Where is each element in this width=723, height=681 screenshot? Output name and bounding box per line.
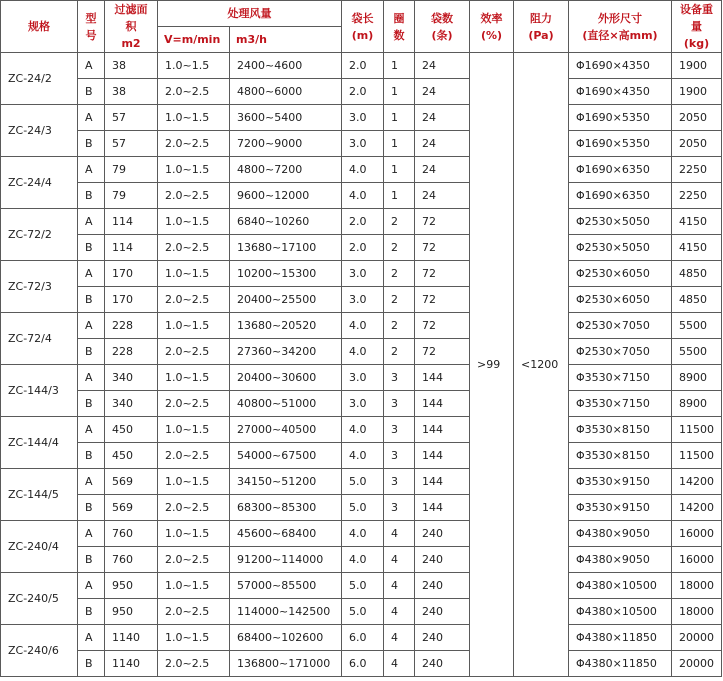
- header-bag-count: 袋数 (条): [415, 1, 470, 53]
- area-cell: 57: [105, 105, 158, 131]
- table-row: [1, 339, 722, 365]
- volume-cell: 9600~12000: [230, 183, 342, 209]
- bag-length-cell: 3.0: [342, 365, 384, 391]
- circles-cell: 3: [384, 365, 415, 391]
- type-cell: A: [78, 521, 105, 547]
- bag-count-cell: 240: [415, 599, 470, 625]
- area-cell: 950: [105, 599, 158, 625]
- header-weight: 设备重 量 (kg): [672, 1, 722, 53]
- bag-length-cell: 3.0: [342, 105, 384, 131]
- dimensions-cell: Φ2530×7050: [569, 339, 672, 365]
- circles-cell: 4: [384, 547, 415, 573]
- velocity-cell: 2.0~2.5: [158, 183, 230, 209]
- volume-cell: 68300~85300: [230, 495, 342, 521]
- weight-cell: 2050: [672, 131, 722, 157]
- header-circles: 圈 数: [384, 1, 415, 53]
- weight-cell: 18000: [672, 573, 722, 599]
- volume-cell: 136800~171000: [230, 651, 342, 677]
- header-velocity: V=m/min: [158, 27, 230, 53]
- velocity-cell: 1.0~1.5: [158, 469, 230, 495]
- type-cell: B: [78, 495, 105, 521]
- dimensions-cell: Φ3530×9150: [569, 469, 672, 495]
- bag-length-cell: 5.0: [342, 495, 384, 521]
- bag-length-cell: 2.0: [342, 209, 384, 235]
- type-cell: B: [78, 287, 105, 313]
- velocity-cell: 2.0~2.5: [158, 599, 230, 625]
- type-cell: A: [78, 313, 105, 339]
- area-cell: 340: [105, 391, 158, 417]
- area-cell: 569: [105, 495, 158, 521]
- bag-count-cell: 24: [415, 131, 470, 157]
- bag-length-cell: 3.0: [342, 287, 384, 313]
- bag-length-cell: 4.0: [342, 183, 384, 209]
- circles-cell: 3: [384, 391, 415, 417]
- bag-count-cell: 240: [415, 521, 470, 547]
- bag-length-cell: 2.0: [342, 235, 384, 261]
- velocity-cell: 2.0~2.5: [158, 547, 230, 573]
- header-model: 规格: [1, 1, 78, 53]
- area-cell: 340: [105, 365, 158, 391]
- volume-cell: 34150~51200: [230, 469, 342, 495]
- bag-count-cell: 24: [415, 79, 470, 105]
- table-row: [1, 287, 722, 313]
- bag-length-cell: 6.0: [342, 625, 384, 651]
- bag-length-cell: 5.0: [342, 573, 384, 599]
- table-row: [1, 131, 722, 157]
- type-cell: A: [78, 573, 105, 599]
- table-row: [1, 105, 722, 131]
- table-body: [1, 53, 722, 677]
- bag-count-cell: 144: [415, 391, 470, 417]
- model-cell: ZC-24/4: [1, 157, 78, 209]
- header-airflow: 处理风量: [158, 1, 342, 27]
- dimensions-cell: Φ1690×5350: [569, 105, 672, 131]
- volume-cell: 20400~25500: [230, 287, 342, 313]
- circles-cell: 2: [384, 235, 415, 261]
- bag-length-cell: 3.0: [342, 261, 384, 287]
- weight-cell: 16000: [672, 521, 722, 547]
- velocity-cell: 2.0~2.5: [158, 391, 230, 417]
- volume-cell: 45600~68400: [230, 521, 342, 547]
- bag-length-cell: 2.0: [342, 53, 384, 79]
- bag-count-cell: 72: [415, 313, 470, 339]
- weight-cell: 4850: [672, 261, 722, 287]
- circles-cell: 3: [384, 417, 415, 443]
- table-row: [1, 625, 722, 651]
- weight-cell: 2250: [672, 183, 722, 209]
- velocity-cell: 2.0~2.5: [158, 79, 230, 105]
- circles-cell: 2: [384, 261, 415, 287]
- dimensions-cell: Φ1690×5350: [569, 131, 672, 157]
- volume-cell: 114000~142500: [230, 599, 342, 625]
- type-cell: B: [78, 599, 105, 625]
- type-cell: A: [78, 417, 105, 443]
- dimensions-cell: Φ2530×6050: [569, 287, 672, 313]
- bag-count-cell: 144: [415, 495, 470, 521]
- circles-cell: 4: [384, 521, 415, 547]
- area-cell: 170: [105, 261, 158, 287]
- bag-length-cell: 4.0: [342, 313, 384, 339]
- area-cell: 38: [105, 79, 158, 105]
- bag-length-cell: 4.0: [342, 339, 384, 365]
- bag-length-cell: 3.0: [342, 391, 384, 417]
- circles-cell: 2: [384, 313, 415, 339]
- bag-count-cell: 144: [415, 469, 470, 495]
- velocity-cell: 1.0~1.5: [158, 105, 230, 131]
- volume-cell: 6840~10260: [230, 209, 342, 235]
- bag-count-cell: 240: [415, 625, 470, 651]
- velocity-cell: 2.0~2.5: [158, 339, 230, 365]
- header-type: 型 号: [78, 1, 105, 53]
- bag-count-cell: 72: [415, 261, 470, 287]
- area-cell: 450: [105, 443, 158, 469]
- type-cell: A: [78, 261, 105, 287]
- model-cell: ZC-144/3: [1, 365, 78, 417]
- volume-cell: 20400~30600: [230, 365, 342, 391]
- bag-count-cell: 144: [415, 417, 470, 443]
- model-cell: ZC-240/6: [1, 625, 78, 677]
- circles-cell: 4: [384, 599, 415, 625]
- dimensions-cell: Φ1690×6350: [569, 183, 672, 209]
- dimensions-cell: Φ2530×6050: [569, 261, 672, 287]
- dimensions-cell: Φ4380×10500: [569, 573, 672, 599]
- weight-cell: 20000: [672, 651, 722, 677]
- circles-cell: 1: [384, 131, 415, 157]
- velocity-cell: 2.0~2.5: [158, 287, 230, 313]
- type-cell: A: [78, 157, 105, 183]
- table-row: [1, 157, 722, 183]
- area-cell: 38: [105, 53, 158, 79]
- circles-cell: 1: [384, 53, 415, 79]
- velocity-cell: 1.0~1.5: [158, 365, 230, 391]
- model-cell: ZC-240/4: [1, 521, 78, 573]
- circles-cell: 1: [384, 105, 415, 131]
- circles-cell: 3: [384, 469, 415, 495]
- velocity-cell: 2.0~2.5: [158, 235, 230, 261]
- table-header: [1, 1, 722, 53]
- weight-cell: 14200: [672, 495, 722, 521]
- velocity-cell: 2.0~2.5: [158, 495, 230, 521]
- velocity-cell: 1.0~1.5: [158, 573, 230, 599]
- table-row: [1, 417, 722, 443]
- dimensions-cell: Φ2530×5050: [569, 235, 672, 261]
- table-row: [1, 79, 722, 105]
- area-cell: 760: [105, 521, 158, 547]
- type-cell: A: [78, 469, 105, 495]
- model-cell: ZC-24/2: [1, 53, 78, 105]
- dimensions-cell: Φ4380×11850: [569, 625, 672, 651]
- circles-cell: 1: [384, 79, 415, 105]
- table-row: [1, 365, 722, 391]
- dimensions-cell: Φ4380×11850: [569, 651, 672, 677]
- dimensions-cell: Φ3530×8150: [569, 417, 672, 443]
- table-row: [1, 599, 722, 625]
- velocity-cell: 1.0~1.5: [158, 53, 230, 79]
- area-cell: 79: [105, 183, 158, 209]
- type-cell: B: [78, 443, 105, 469]
- velocity-cell: 2.0~2.5: [158, 651, 230, 677]
- circles-cell: 4: [384, 573, 415, 599]
- dimensions-cell: Φ3530×7150: [569, 365, 672, 391]
- velocity-cell: 1.0~1.5: [158, 417, 230, 443]
- type-cell: A: [78, 105, 105, 131]
- table-row: [1, 183, 722, 209]
- header-area: 过滤面 积 m2: [105, 1, 158, 53]
- type-cell: B: [78, 339, 105, 365]
- bag-count-cell: 240: [415, 547, 470, 573]
- weight-cell: 14200: [672, 469, 722, 495]
- velocity-cell: 2.0~2.5: [158, 131, 230, 157]
- resistance-cell: <1200: [514, 53, 569, 677]
- volume-cell: 4800~7200: [230, 157, 342, 183]
- table-row: [1, 573, 722, 599]
- volume-cell: 54000~67500: [230, 443, 342, 469]
- dimensions-cell: Φ3530×7150: [569, 391, 672, 417]
- bag-count-cell: 72: [415, 235, 470, 261]
- dimensions-cell: Φ3530×9150: [569, 495, 672, 521]
- type-cell: A: [78, 209, 105, 235]
- weight-cell: 18000: [672, 599, 722, 625]
- table-row: [1, 313, 722, 339]
- header-dimensions: 外形尺寸 (直径×高mm): [569, 1, 672, 53]
- dimensions-cell: Φ1690×4350: [569, 53, 672, 79]
- model-cell: ZC-72/4: [1, 313, 78, 365]
- weight-cell: 8900: [672, 365, 722, 391]
- type-cell: A: [78, 365, 105, 391]
- table-row: [1, 651, 722, 677]
- weight-cell: 5500: [672, 339, 722, 365]
- bag-count-cell: 144: [415, 365, 470, 391]
- weight-cell: 11500: [672, 417, 722, 443]
- bag-count-cell: 24: [415, 53, 470, 79]
- bag-count-cell: 24: [415, 105, 470, 131]
- table-row: [1, 53, 722, 79]
- velocity-cell: 1.0~1.5: [158, 261, 230, 287]
- model-cell: ZC-144/5: [1, 469, 78, 521]
- table-row: [1, 209, 722, 235]
- volume-cell: 4800~6000: [230, 79, 342, 105]
- dimensions-cell: Φ4380×9050: [569, 521, 672, 547]
- header-volume: m3/h: [230, 27, 342, 53]
- bag-count-cell: 72: [415, 339, 470, 365]
- area-cell: 228: [105, 339, 158, 365]
- dimensions-cell: Φ2530×5050: [569, 209, 672, 235]
- table-row: [1, 521, 722, 547]
- bag-length-cell: 5.0: [342, 599, 384, 625]
- area-cell: 450: [105, 417, 158, 443]
- weight-cell: 16000: [672, 547, 722, 573]
- weight-cell: 2050: [672, 105, 722, 131]
- dimensions-cell: Φ2530×7050: [569, 313, 672, 339]
- bag-length-cell: 4.0: [342, 547, 384, 573]
- volume-cell: 2400~4600: [230, 53, 342, 79]
- type-cell: B: [78, 391, 105, 417]
- weight-cell: 1900: [672, 79, 722, 105]
- table-row: [1, 469, 722, 495]
- model-cell: ZC-72/2: [1, 209, 78, 261]
- dimensions-cell: Φ3530×8150: [569, 443, 672, 469]
- table-row: [1, 235, 722, 261]
- weight-cell: 5500: [672, 313, 722, 339]
- bag-length-cell: 4.0: [342, 417, 384, 443]
- weight-cell: 8900: [672, 391, 722, 417]
- header-bag-length: 袋长 (m): [342, 1, 384, 53]
- type-cell: B: [78, 547, 105, 573]
- weight-cell: 20000: [672, 625, 722, 651]
- bag-length-cell: 3.0: [342, 131, 384, 157]
- type-cell: B: [78, 131, 105, 157]
- circles-cell: 3: [384, 443, 415, 469]
- circles-cell: 1: [384, 157, 415, 183]
- volume-cell: 91200~114000: [230, 547, 342, 573]
- area-cell: 950: [105, 573, 158, 599]
- area-cell: 170: [105, 287, 158, 313]
- type-cell: B: [78, 79, 105, 105]
- area-cell: 760: [105, 547, 158, 573]
- table-row: [1, 495, 722, 521]
- bag-count-cell: 72: [415, 209, 470, 235]
- bag-count-cell: 24: [415, 157, 470, 183]
- volume-cell: 13680~20520: [230, 313, 342, 339]
- weight-cell: 1900: [672, 53, 722, 79]
- circles-cell: 1: [384, 183, 415, 209]
- table-row: [1, 261, 722, 287]
- bag-length-cell: 4.0: [342, 157, 384, 183]
- weight-cell: 2250: [672, 157, 722, 183]
- bag-count-cell: 144: [415, 443, 470, 469]
- table-row: [1, 443, 722, 469]
- efficiency-cell: >99: [470, 53, 514, 677]
- model-cell: ZC-240/5: [1, 573, 78, 625]
- velocity-cell: 1.0~1.5: [158, 157, 230, 183]
- dimensions-cell: Φ1690×4350: [569, 79, 672, 105]
- bag-count-cell: 240: [415, 573, 470, 599]
- volume-cell: 7200~9000: [230, 131, 342, 157]
- bag-length-cell: 5.0: [342, 469, 384, 495]
- volume-cell: 27000~40500: [230, 417, 342, 443]
- type-cell: B: [78, 235, 105, 261]
- circles-cell: 4: [384, 651, 415, 677]
- model-cell: ZC-24/3: [1, 105, 78, 157]
- area-cell: 1140: [105, 625, 158, 651]
- model-cell: ZC-144/4: [1, 417, 78, 469]
- velocity-cell: 1.0~1.5: [158, 313, 230, 339]
- bag-length-cell: 6.0: [342, 651, 384, 677]
- volume-cell: 40800~51000: [230, 391, 342, 417]
- volume-cell: 10200~15300: [230, 261, 342, 287]
- bag-count-cell: 72: [415, 287, 470, 313]
- header-efficiency: 效率 (%): [470, 1, 514, 53]
- area-cell: 569: [105, 469, 158, 495]
- weight-cell: 4850: [672, 287, 722, 313]
- area-cell: 1140: [105, 651, 158, 677]
- circles-cell: 3: [384, 495, 415, 521]
- weight-cell: 11500: [672, 443, 722, 469]
- header-resistance: 阻力 (Pa): [514, 1, 569, 53]
- dimensions-cell: Φ1690×6350: [569, 157, 672, 183]
- area-cell: 57: [105, 131, 158, 157]
- circles-cell: 2: [384, 209, 415, 235]
- volume-cell: 57000~85500: [230, 573, 342, 599]
- velocity-cell: 2.0~2.5: [158, 443, 230, 469]
- type-cell: A: [78, 53, 105, 79]
- area-cell: 228: [105, 313, 158, 339]
- velocity-cell: 1.0~1.5: [158, 625, 230, 651]
- area-cell: 114: [105, 235, 158, 261]
- dimensions-cell: Φ4380×9050: [569, 547, 672, 573]
- weight-cell: 4150: [672, 235, 722, 261]
- bag-length-cell: 2.0: [342, 79, 384, 105]
- area-cell: 114: [105, 209, 158, 235]
- area-cell: 79: [105, 157, 158, 183]
- velocity-cell: 1.0~1.5: [158, 209, 230, 235]
- circles-cell: 2: [384, 287, 415, 313]
- volume-cell: 13680~17100: [230, 235, 342, 261]
- velocity-cell: 1.0~1.5: [158, 521, 230, 547]
- weight-cell: 4150: [672, 209, 722, 235]
- table-row: [1, 391, 722, 417]
- bag-length-cell: 4.0: [342, 521, 384, 547]
- bag-count-cell: 240: [415, 651, 470, 677]
- dimensions-cell: Φ4380×10500: [569, 599, 672, 625]
- volume-cell: 3600~5400: [230, 105, 342, 131]
- model-cell: ZC-72/3: [1, 261, 78, 313]
- circles-cell: 2: [384, 339, 415, 365]
- bag-count-cell: 24: [415, 183, 470, 209]
- type-cell: B: [78, 183, 105, 209]
- type-cell: B: [78, 651, 105, 677]
- circles-cell: 4: [384, 625, 415, 651]
- volume-cell: 68400~102600: [230, 625, 342, 651]
- type-cell: A: [78, 625, 105, 651]
- volume-cell: 27360~34200: [230, 339, 342, 365]
- bag-length-cell: 4.0: [342, 443, 384, 469]
- table-row: [1, 547, 722, 573]
